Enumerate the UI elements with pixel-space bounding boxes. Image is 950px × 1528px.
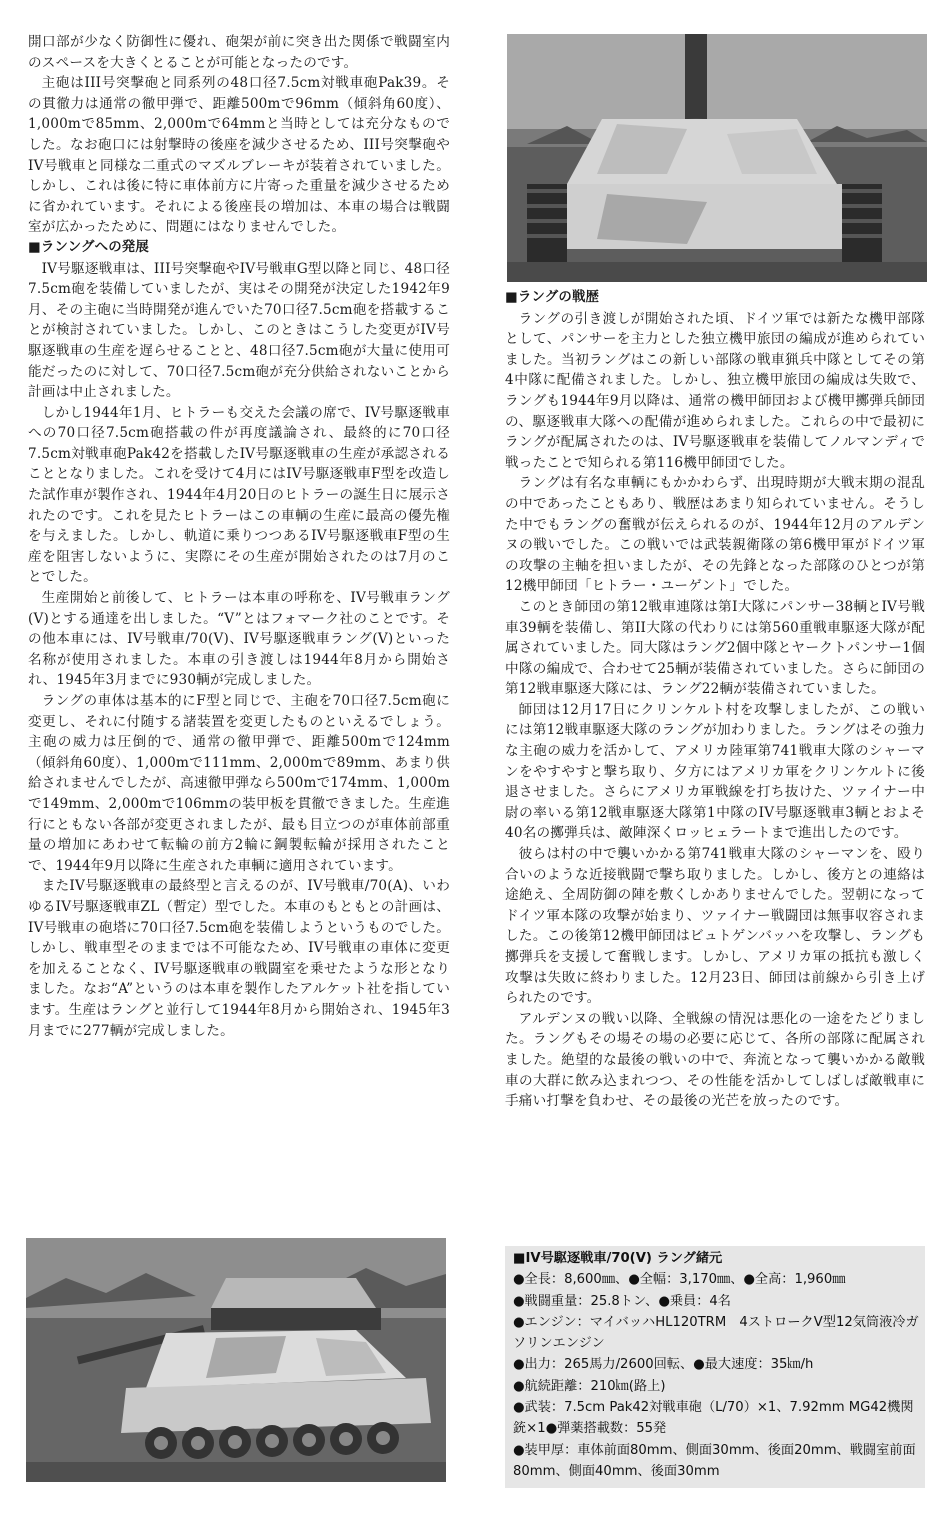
spec-line: ●航続距離：210㎞(路上) bbox=[513, 1378, 666, 1394]
paragraph: 彼らは村の中で襲いかかる第741戦車大隊のシャーマンを、殴り合いのような近接戦闘で撃ち取りました。しかし、後方との連絡は途絶え、全周防御の陣を敷くしかありませんでした。翌朝になってドイツ軍本隊の攻撃が始まり、ツァイナー戦闘団は無事収容されました。この後第12機甲師団はビュトゲンバッハを攻撃し、ラングも擲弾兵を支援して奮戦します。しかし、アメリカ軍の抵抗も激しく攻撃は失敗に終わりました。12月23日、師団は前線から引き上げられたのです。 bbox=[505, 846, 925, 1007]
paragraph: しかし1944年1月、ヒトラーも交えた会議の席で、IV号駆逐戦車への70口径7.5cm砲搭載の件が再度議論され、最終的に70口径7.5cm対戦車砲Pak42を搭載したIV号駆逐戦車の生産が承認されることとなりました。これを受けて4月にはIV号駆逐戦車F型を改造した試作車が製作され、1944年4月20日のヒトラーの誕生日に展示されたのです。これを見たヒトラーはこの車輌の生産に最高の優先権を与えました。しかし、軌道に乗りつつあるIV号駆逐戦車F型の生産を阻害しないように、実際にその生産が開始されたのは7月のことでした。 bbox=[28, 404, 450, 586]
specifications-title: ■IV号駆逐戦車/70(V) ラング緒元 bbox=[513, 1251, 723, 1266]
left-text-column bbox=[28, 32, 450, 1041]
spec-line: ●エンジン：マイバッハHL120TRM 4ストロークV型12気筒液冷ガソリンエンジン bbox=[513, 1314, 919, 1352]
tank-front-photo bbox=[507, 34, 927, 282]
paragraph: ラングの車体は基本的にF型と同じで、主砲を70口径7.5cm砲に変更し、それに付随する諸装置を変更したものといえるでしょう。主砲の威力は圧倒的で、通常の徹甲弾で、距離500mで124mm（傾斜角60度）、1,000mで111mm、2,000mで89mm、あまり供給されませんでしたが、高速徹甲弾なら500mで174mm、1,000mで149mm、2,000mで106mmの装甲板を貫徹できました。生産進行にともない各部が変更されましたが、最も目立つのが車体前部重量の増加にあわせて転輪の前方2輪に鋼製転輪が採用されたことで、1944年9月以降に生産された車輌に適用されています。 bbox=[28, 693, 450, 874]
spec-line: ●装甲厚：車体前面80mm、側面30mm、後面20mm、戦闘室前面80mm、側面40mm、後面30mm bbox=[513, 1442, 916, 1479]
spec-line: ●武装：7.5cm Pak42対戦車砲（L/70）×1、7.92mm MG42機関銃×1●弾薬搭載数：55発 bbox=[513, 1400, 914, 1437]
paragraph: 主砲はIII号突撃砲と同系列の48口径7.5cm対戦車砲Pak39。その貫徹力は通常の徹甲弾で、距離500mで96mm（傾斜角60度）、1,000mで85mm、2,000mで64mmと当時としては充分なものでした。なお砲口には射撃時の後座を減少させるため、III号突撃砲やIV号戦車と同様な二重式のマズルブレーキが装着されていました。しかし、これは後に特に車体前方に片寄った重量を減少させるために省かれています。それによる後座長の増加は、本車の場合は戦闘室が広かったために、問題にはなりませんでした。 bbox=[28, 75, 450, 236]
paragraph: 開口部が少なく防御性に優れ、砲架が前に突き出た関係で戦闘室内のスペースを大きくとることが可能となったのです。 bbox=[28, 34, 450, 71]
paragraph: このとき師団の第12戦車連隊は第I大隊にパンサー38輌とIV号戦車39輌を装備し、第II大隊の代わりには第560重戦車駆逐大隊が配属されていました。同大隊はラング2個中隊とヤークトパンサー1個中隊の編成で、合わせて25輌が装備されていました。さらに師団の第12戦車駆逐大隊には、ラング22輌が装備されていました。 bbox=[505, 598, 925, 698]
spec-line: ●全長：8,600㎜、●全幅：3,170㎜、●全高：1,960㎜ bbox=[513, 1272, 846, 1288]
paragraph: ラングは有名な車輌にもかかわらず、出現時期が大戦末期の混乱の中であったこともあり、戦歴はあまり知られていません。そうした中でもラングの奮戦が伝えられるのが、1944年12月のアルデンヌの戦いでした。この戦いでは武装親衛隊の第6機甲軍がドイツ軍の攻撃の主軸を担いましたが、その先鋒となった部隊のひとつが第12機甲師団「ヒトラー・ユーゲント」でした。 bbox=[505, 475, 925, 595]
paragraph: またIV号駆逐戦車の最終型と言えるのが、IV号戦車/70(A)、いわゆるIV号駆逐戦車ZL（暫定）型でした。本車のもともとの計画は、IV号戦車の砲塔に70口径7.5cm砲を装備しようというものでした。しかし、戦車型そのままでは不可能なため、IV号戦車の車体に変更を加えることなく、IV号駆逐戦車の戦闘室を乗せたような形となりました。なお“A”というのは本車を製作したアルケット社を指しています。生産はラングと並行して1944年8月から開始され、1945年3月までに277輌が完成しました。 bbox=[28, 878, 450, 1039]
spec-line: ●出力：265馬力/2600回転、●最大速度：35㎞/h bbox=[513, 1357, 814, 1373]
section-heading-development: ■ランングへの発展 bbox=[28, 239, 149, 255]
tank-side-photo bbox=[26, 1238, 446, 1482]
right-text-column bbox=[505, 288, 925, 1112]
paragraph: 師団は12月17日にクリンケルト村を攻撃しましたが、この戦いには第12戦車駆逐大隊のラングが加わりました。ラングはその強力な主砲の威力を活かして、アメリカ陸軍第741戦車大隊のシャーマンをやすやすと撃ち取り、夕方にはアメリカ軍をクリンケルトに後退させました。さらにアメリカ軍戦線を打ち抜けた、ツァイナー中尉の率いる第12戦車駆逐大隊第1中隊のIV号駆逐戦車3輌とおよそ40名の擲弾兵は、敵陣深くロッヒェラートまで進出したのです。 bbox=[505, 701, 925, 842]
spec-line: ●戦闘重量：25.8トン、●乗員：4名 bbox=[513, 1293, 731, 1309]
paragraph: アルデンヌの戦い以降、全戦線の情況は悪化の一途をたどりました。ラングもその場その場の必要に応じて、各所の部隊に配属されました。絶望的な最後の戦いの中で、奔流となって襲いかかる敵戦車の大群に飲み込まれつつ、その性能を活かしてしばしば敵戦車に手痛い打撃を負わせ、その最後の光芒を放ったのです。 bbox=[505, 1010, 925, 1110]
paragraph: IV号駆逐戦車は、III号突撃砲やIV号戦車G型以降と同じ、48口径7.5cm砲を装備していましたが、実はその開発が決定した1942年9月、その主砲に当時開発が進んでいた70口径7.5cm砲を搭載することが検討されていました。しかし、このときはこうした変更がIV号駆逐戦車の生産を遅らせることと、48口径7.5cm砲が大量に使用可能だったのに対して、70口径7.5cm砲が充分供給されないことから計画は中止されました。 bbox=[28, 260, 450, 401]
specifications-box bbox=[505, 1246, 925, 1488]
paragraph: ラングの引き渡しが開始された頃、ドイツ軍では新たな機甲部隊として、パンサーを主力とした独立機甲旅団の編成が進められていました。当初ラングはこの新しい部隊の戦車猟兵中隊としてその第4中隊に配備されました。しかし、独立機甲旅団の編成は失敗で、ラングも1944年9月以降は、通常の機甲師団および機甲擲弾兵師団の、駆逐戦車大隊への配備が進められました。これらの中で最初にラングが配属されたのは、IV号駆逐戦車を装備してノルマンディで戦ったことで知られる第116機甲師団でした。 bbox=[505, 310, 925, 471]
section-heading-combat-history: ■ラングの戦歴 bbox=[505, 290, 600, 305]
paragraph: 生産開始と前後して、ヒトラーは本車の呼称を、IV号戦車ラング(V)とする通達を出しました。“V”とはフォマーク社のことです。その他本車には、IV号戦車/70(V)、IV号駆逐戦車ラング(V)といった名称が使用されました。本車の引き渡しは1944年8月から開始され、1945年3月までに930輌が完成しました。 bbox=[28, 590, 450, 689]
